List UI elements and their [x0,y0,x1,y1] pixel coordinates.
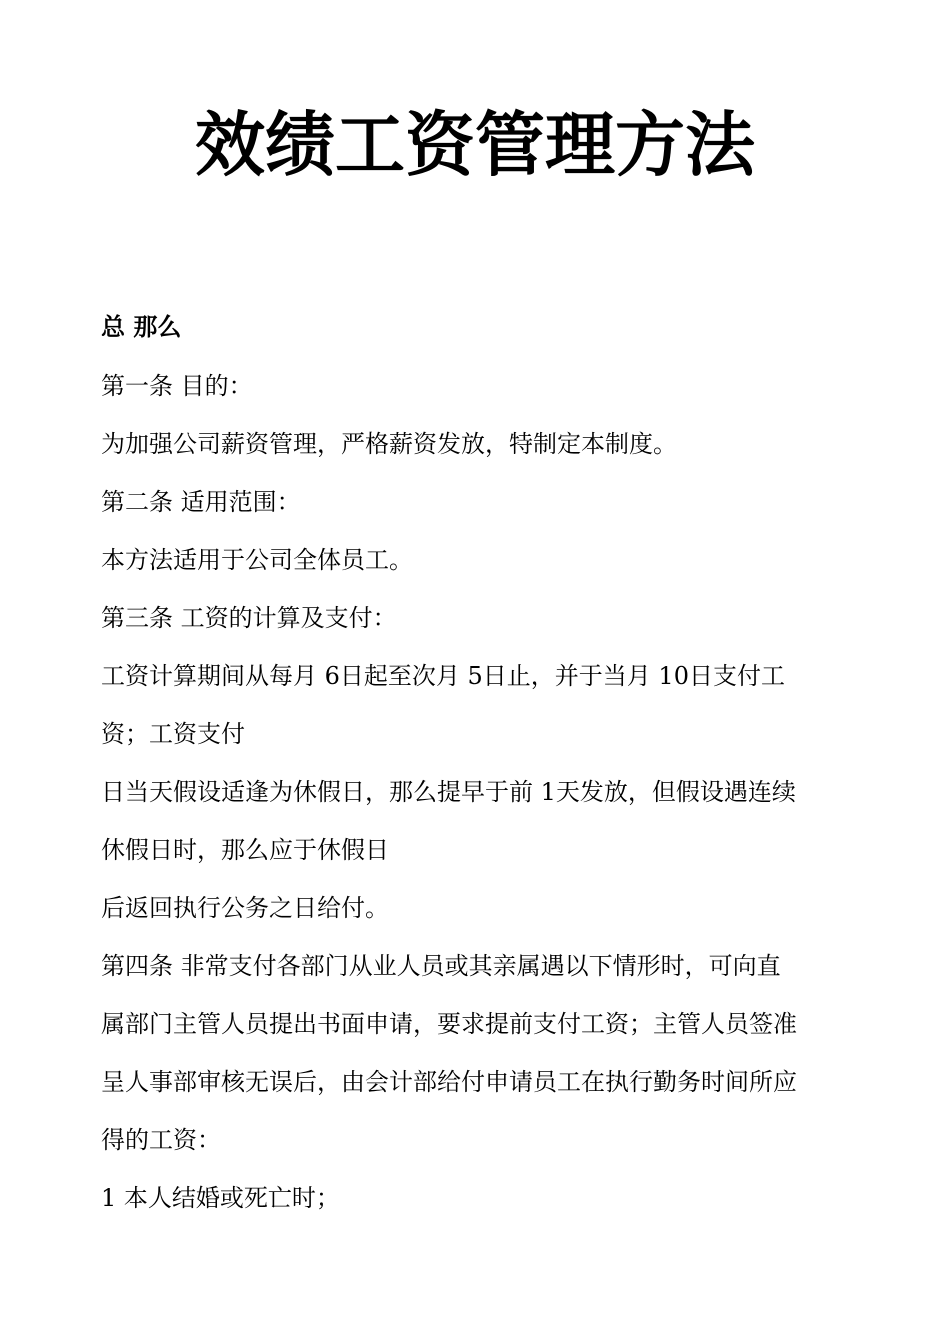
paragraph-line: 属部门主管人员提出书面申请，要求提前支付工资；主管人员签准 [101,1010,797,1038]
paragraph-line: 工资计算期间从每月 6日起至次月 5日止，并于当月 10日支付工 [101,662,785,690]
section-heading: 总 那么 [101,312,182,341]
paragraph-line: 资；工资支付 [101,720,245,748]
article-4-line: 第四条 非常支付各部门从业人员或其亲属遇以下情形时，可向直 [101,952,781,980]
paragraph-line: 得的工资： [101,1126,221,1154]
article-3-heading: 第三条 工资的计算及支付： [101,604,397,632]
paragraph-line: 本方法适用于公司全体员工。 [101,546,413,574]
paragraph-line: 呈人事部审核无误后，由会计部给付申请员工在执行勤务时间所应 [101,1068,797,1096]
paragraph-line: 后返回执行公务之日给付。 [101,894,389,922]
paragraph-line: 为加强公司薪资管理，严格薪资发放，特制定本制度。 [101,430,677,458]
paragraph-line: 休假日时，那么应于休假日 [101,836,389,864]
article-1-heading: 第一条 目的： [101,372,253,400]
paragraph-line: 日当天假设适逢为休假日，那么提早于前 1天发放，但假设遇连续 [101,778,796,806]
document-title: 效绩工资管理方法 [195,103,755,186]
list-item: 1 本人结婚或死亡时； [101,1184,340,1212]
article-2-heading: 第二条 适用范围： [101,488,301,516]
